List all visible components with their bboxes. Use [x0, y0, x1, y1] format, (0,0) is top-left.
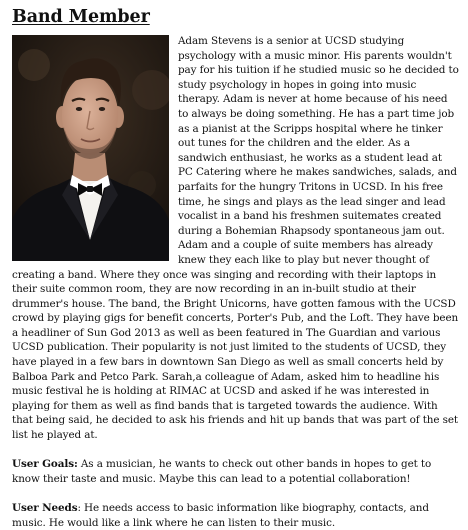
- user-goals-text: As a musician, he wants to check out other bands in hopes to get to know their taste and music. Maybe this can lead to a potential collaboration!: [12, 458, 432, 485]
- person-photo-icon: [12, 35, 169, 261]
- biography-text: Adam Stevens is a senior at UCSD studying psychology with a music minor. His parents wouldn't pay for his tuition if he studied music so he decided to study psychology in hopes in going into music therapy. Adam is never at home because of his need to always be doing something. He has a part time job as a pianist at the Scripps hospital where he tinker out tunes for the children and the elder. As a sandwich enthusiast, he works as a student lead at PC Catering where he makes sandwiches, salads, and parfaits for the hungry Tritons in UCSD. In his free time, he sings and plays as the lead singer and lead vocalist in a band his freshmen suitemates created during a Bohemian Rhapsody spontaneous jam out. Adam and a couple of suite members has already knew they each like to play but never thought of creating a band. Where they once was singing and recording with their laptops in their suite common room, they are now recording in an in-built studio at their drummer's house. The band, the Bright Unicorns, have gotten famous with the UCSD crowd by playing gigs for benefit concerts, Porter's Pub, and the Loft. They have been a headliner of Sun God 2013 as well as been featured in The Guardian and various UCSD publication. Their popularity is not just limited to the students of UCSD, they have played in a few bars in downtown San Diego as well as small concerts held by Balboa Park and Petco Park. Sarah,a colleague of Adam, asked him to headline his music festival he is holding at RIMAC at UCSD and asked if he was interested in playing for them as well as find bands that is targeted towards the audience. With that being said, he decided to ask his friends and hit up bands that was part of the set list he played at.: [12, 35, 459, 442]
- user-needs-text: : He needs access to basic information like biography, contacts, and music. He would like a link where he can listen to their music.: [12, 502, 429, 529]
- user-needs-label: User Needs: [12, 502, 78, 514]
- person-photo: [12, 35, 169, 261]
- user-goals: [12, 457, 459, 486]
- page-title: Band Member: [12, 7, 150, 27]
- user-goals-label: User Goals:: [12, 458, 78, 471]
- persona-card: [12, 6, 459, 530]
- user-needs: [12, 501, 459, 530]
